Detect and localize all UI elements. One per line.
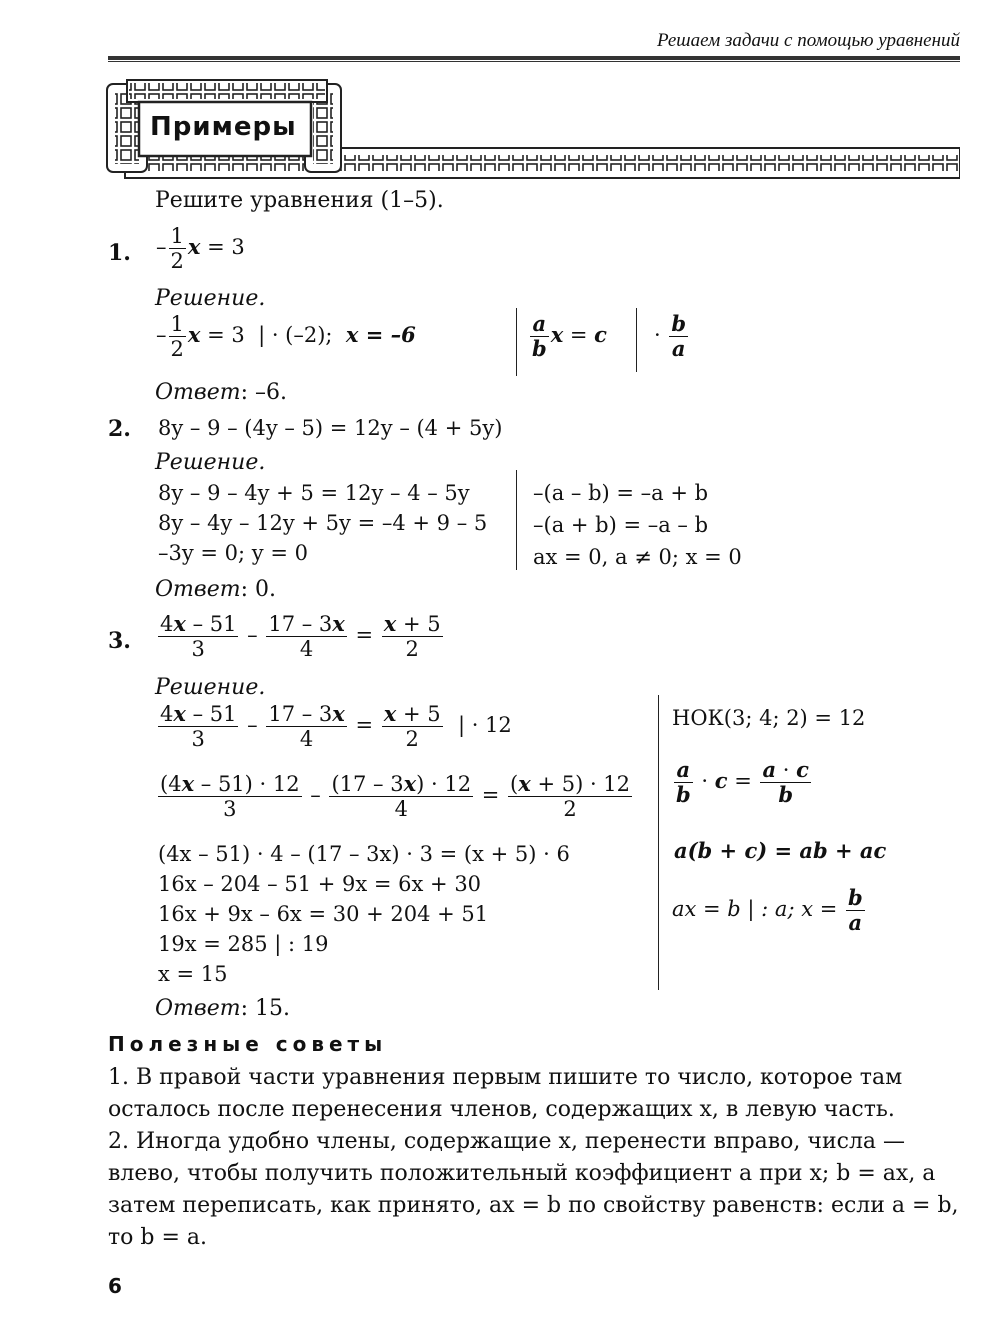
tip-1: 1. В правой части уравнения первым пишите то число, которое там осталось после перенесения членов, содержащих x, в левую часть.: [108, 1065, 903, 1122]
example-2-solution-label: Решение.: [155, 450, 266, 475]
example-3-answer: Ответ: 15.: [155, 996, 290, 1021]
example-2-step-3: –3y = 0; y = 0: [158, 541, 308, 565]
example-1-number: 1.: [108, 240, 131, 266]
example-2-step-1: 8y – 9 – 4y + 5 = 12y – 4 – 5y: [158, 481, 470, 505]
example-1-rule-divider: [516, 308, 517, 376]
example-3-lcm: НОК(3; 4; 2) = 12: [672, 706, 866, 730]
example-3-number: 3.: [108, 628, 131, 654]
example-2-equation: 8y – 9 – (4y – 5) = 12y – (4 + 5y): [158, 416, 503, 440]
example-3-solution-label: Решение.: [155, 675, 266, 700]
example-1-equation: – $\frac{1}{2}$ x = 3: [156, 224, 245, 274]
page-number: 6: [108, 1274, 122, 1298]
example-2-step-2: 8y – 4y – 12y + 5y = –4 + 9 – 5: [158, 511, 488, 535]
example-1-solution-label: Решение.: [155, 286, 266, 311]
example-2-rule-2: –(a + b) = –a – b: [533, 513, 709, 537]
header-rule: [108, 56, 960, 60]
header-rule-thin: [108, 61, 960, 62]
example-3-step-4: 19x = 285 | : 19: [158, 932, 329, 956]
example-3-equation: $\frac{4x - 51}{3}$ – $\frac{17 - 3x}{4}$ = $\frac{x + 5}{2}$: [160, 611, 441, 662]
example-2-rule-3: ax = 0, a ≠ 0; x = 0: [533, 545, 742, 569]
example-3-step-expanded: $\frac{(4x - 51) \cdot 12}{3}$ – $\frac{(17 - 3x) \cdot 12}{4}$ = $\frac{(x + 5) \cdot 12}{2}$: [160, 771, 631, 822]
example-3-step-1: (4x – 51) · 4 – (17 – 3x) · 3 = (x + 5) · 6: [158, 842, 570, 866]
example-2-rule-divider: [516, 470, 517, 570]
example-1-step: – $\frac{1}{2}$ x = 3 | · (–2); x = –6: [156, 312, 416, 362]
example-2-number: 2.: [108, 416, 131, 442]
example-3-rule-divider: [658, 695, 659, 990]
example-2-answer: Ответ: 0.: [155, 577, 276, 602]
example-3-step-3: 16x + 9x – 6x = 30 + 204 + 51: [158, 902, 489, 926]
example-1-rule-divider-2: [636, 308, 637, 372]
section-title: Примеры: [150, 112, 297, 142]
example-3-rule-fraction: $\frac{a}{b}$ · c = $\frac{a \cdot c}{b}$: [676, 757, 809, 808]
exercise-intro: Решите уравнения (1–5).: [155, 188, 444, 213]
example-3-rule-distributive: a(b + c) = ab + ac: [674, 838, 887, 863]
example-1-rule: $\frac{a}{b}$ x = c: [532, 311, 607, 362]
example-3-step-multiply: $\frac{4x - 51}{3}$ – $\frac{17 - 3x}{4}$ = $\frac{x + 5}{2}$ | · 12: [160, 701, 512, 752]
example-2-rule-1: –(a – b) = –a + b: [533, 481, 709, 505]
example-3-rule-divide: ax = b | : a; x = $\frac{b}{a}$: [672, 885, 863, 936]
tip-2: 2. Иногда удобно члены, содержащие x, перенести вправо, числа — влево, чтобы получить положительный коэффициент a при x; b = ax, а затем переписать, как принято, ax = b по свойству равенств: если a = b, то b = a.: [108, 1129, 959, 1250]
example-1-answer: Ответ: –6.: [155, 380, 287, 405]
example-1-rule-multiplier: · $\frac{b}{a}$: [654, 311, 687, 362]
running-header: Решаем задачи с помощью уравнений: [656, 30, 960, 51]
example-3-step-5: x = 15: [158, 962, 228, 986]
example-3-step-2: 16x – 204 – 51 + 9x = 6x + 30: [158, 872, 482, 896]
tips-heading: Полезные советы: [108, 1032, 388, 1056]
